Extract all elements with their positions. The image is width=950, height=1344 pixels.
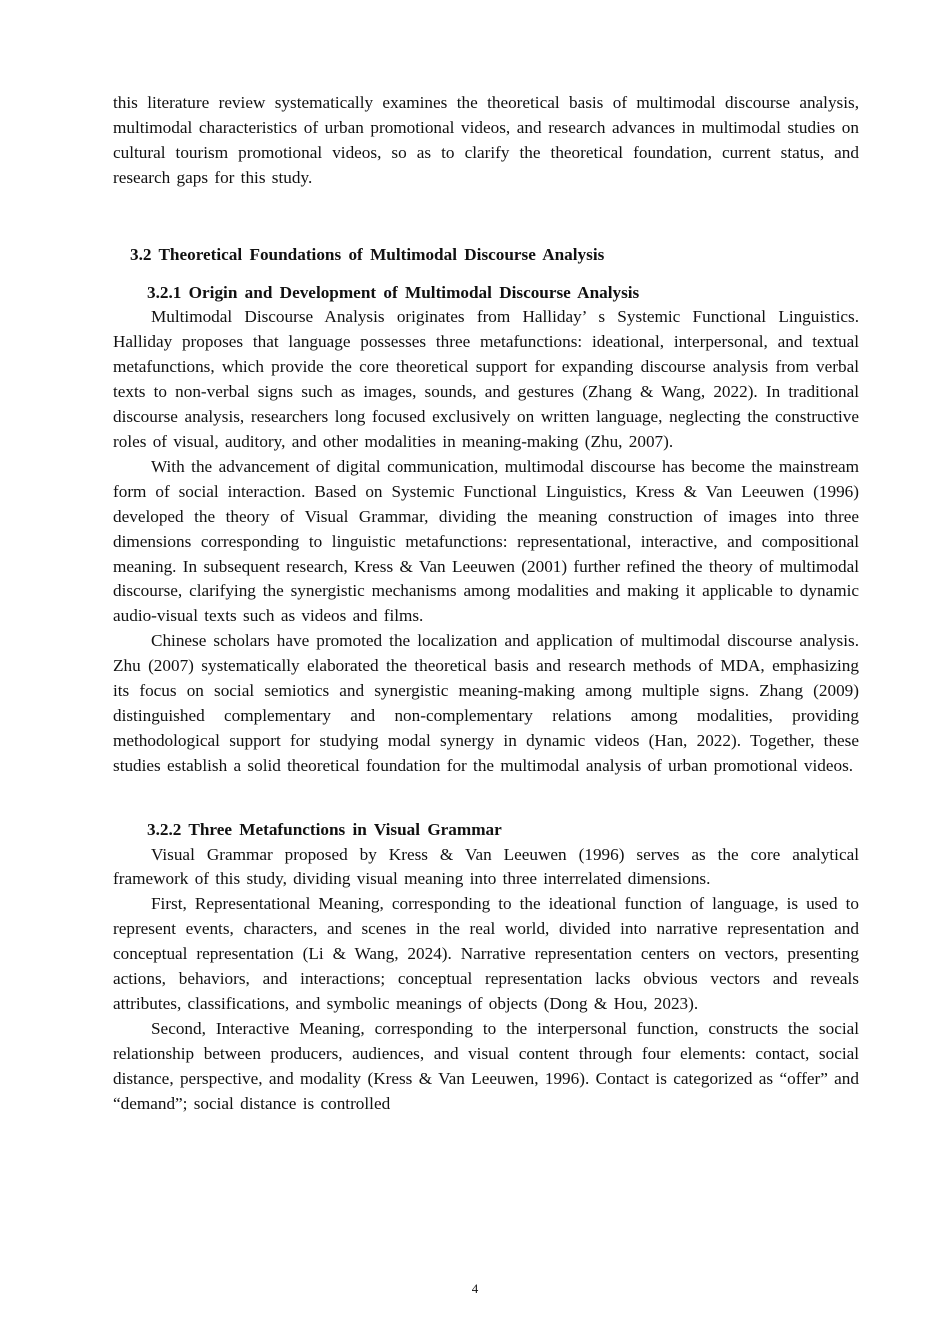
page-body: [113, 91, 859, 1117]
spacer: [113, 191, 859, 243]
spacer: [113, 268, 859, 281]
subsection-2-heading: 3.2.2 Three Metafunctions in Visual Grammar: [147, 819, 502, 839]
page-number: 4: [471, 1281, 479, 1296]
subsection-2-paragraph: Visual Grammar proposed by Kress & Van Leeuwen (1996) serves as the core analytical framework of this study, dividing visual meaning into three interrelated dimensions.: [113, 844, 859, 889]
subsection-1-paragraph: Chinese scholars have promoted the localization and application of multimodal discourse analysis. Zhu (2007) systematically elaborated the theoretical basis and research methods of MDA, emphasizing its focus on social semiotics and synergistic meaning-making among multiple signs. Zhang (2009) distinguished complementary and non-complementary relations among modalities, providing methodological support for studying modal synergy in dynamic videos (Han, 2022). Together, these studies establish a solid theoretical foundation for the multimodal analysis of urban promotional videos.: [113, 631, 859, 775]
section-heading: 3.2 Theoretical Foundations of Multimodal Discourse Analysis: [130, 244, 605, 264]
subsection-1-paragraph: With the advancement of digital communication, multimodal discourse has become the mainstream form of social interaction. Based on Systemic Functional Linguistics, Kress & Van Leeuwen (1996) developed the theory of Visual Grammar, dividing the meaning construction of images into three dimensions corresponding to linguistic metafunctions: representational, interactive, and compositional meaning. In subsequent research, Kress & Van Leeuwen (2001) further refined the theory of multimodal discourse, clarifying the synergistic mechanisms among modalities and making it applicable to dynamic audio-visual texts such as videos and films.: [113, 456, 859, 626]
subsection-1-paragraph: Multimodal Discourse Analysis originates from Halliday’ s Systemic Functional Linguistics. Halliday proposes that language possesses three metafunctions: ideational, interpersonal, and textual metafunctions, which provide the core theoretical support for expanding discourse analysis from verbal texts to non-verbal signs such as images, sounds, and gestures (Zhang & Wang, 2022). In traditional discourse analysis, researchers long focused exclusively on written language, neglecting the constructive roles of visual, auditory, and other modalities in meaning-making (Zhu, 2007).: [113, 307, 859, 451]
subsection-2-paragraph: Second, Interactive Meaning, corresponding to the interpersonal function, constructs the social relationship between producers, audiences, and visual content through four elements: contact, social distance, perspective, and modality (Kress & Van Leeuwen, 1996). Contact is categorized as “offer” and “demand”; social distance is controlled: [113, 1018, 859, 1113]
spacer: [113, 779, 859, 818]
subsection-1-heading: 3.2.1 Origin and Development of Multimodal Discourse Analysis: [147, 282, 640, 302]
subsection-2-paragraph: First, Representational Meaning, corresponding to the ideational function of language, is used to represent events, characters, and scenes in the real world, divided into narrative representation and conceptual representation (Li & Wang, 2024). Narrative representation centers on vectors, presenting actions, behaviors, and interactions; conceptual representation lacks obvious vectors and reveals attributes, classifications, and symbolic meanings of objects (Dong & Hou, 2023).: [113, 894, 859, 1013]
intro-paragraph: this literature review systematically examines the theoretical basis of multimodal discourse analysis, multimodal characteristics of urban promotional videos, and research advances in multimodal studies on cultural tourism promotional videos, so as to clarify the theoretical foundation, current status, and research gaps for this study.: [113, 93, 859, 187]
